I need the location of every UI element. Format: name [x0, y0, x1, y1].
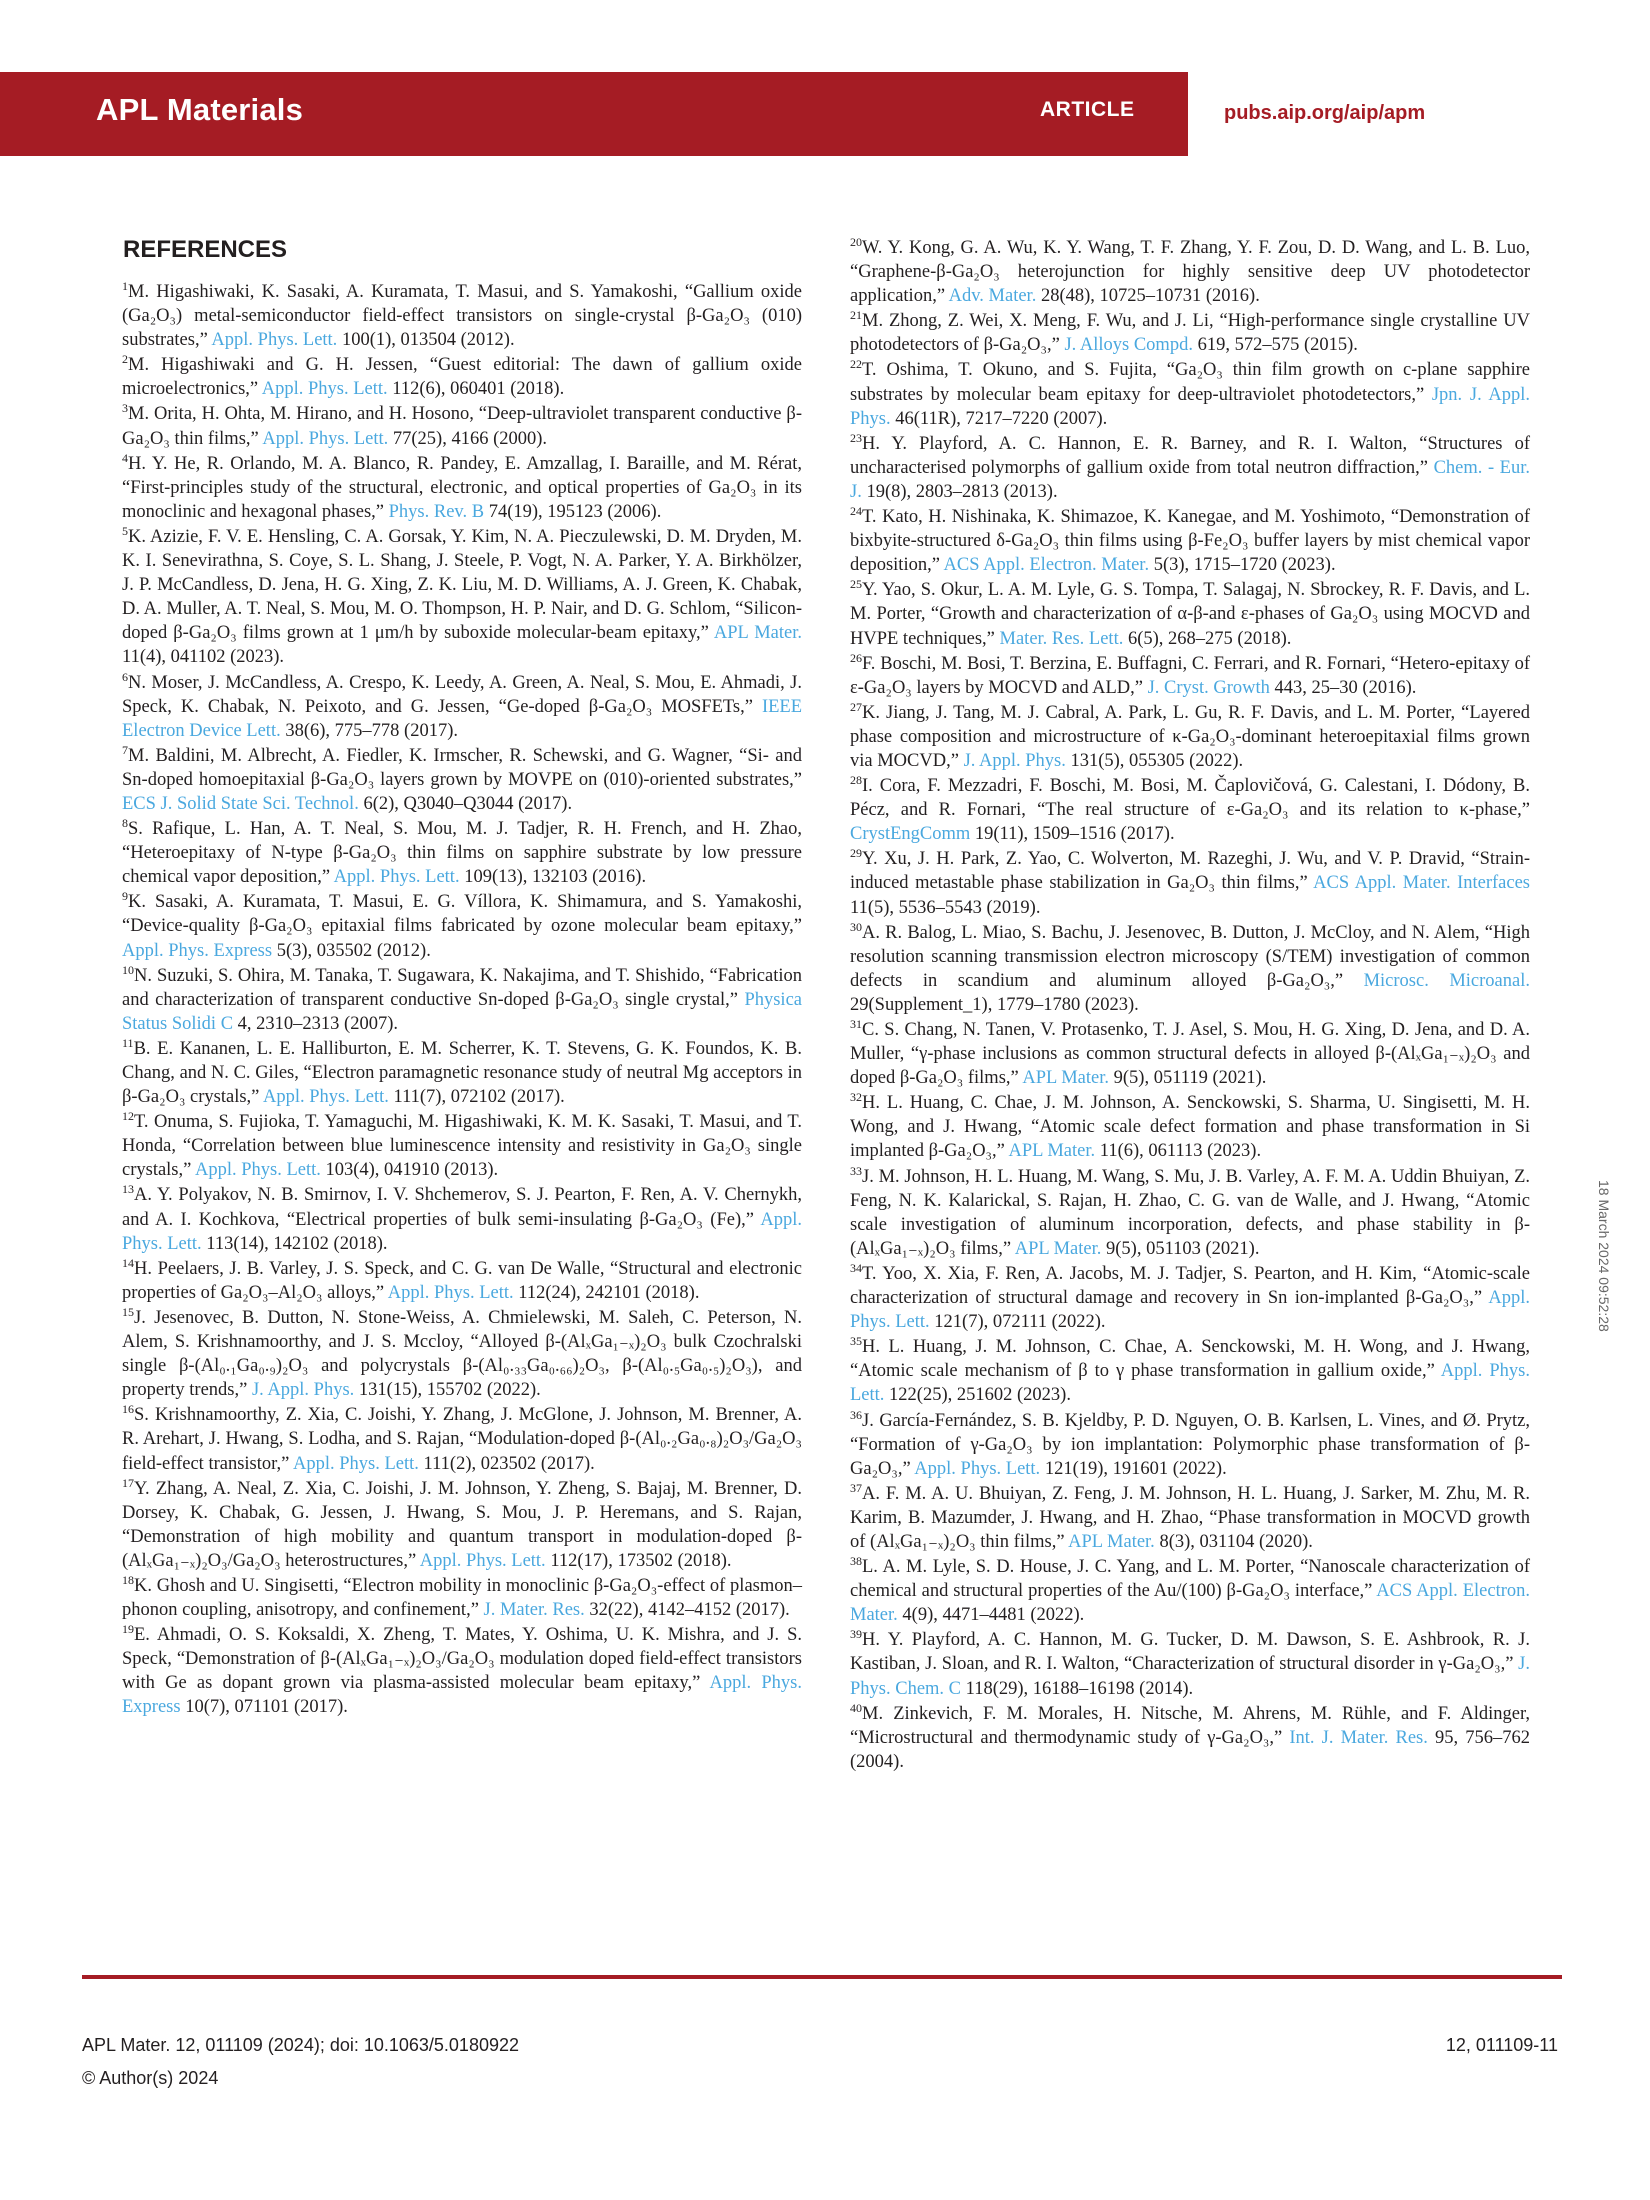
reference-item	[850, 358, 1530, 430]
reference-volume-pages: 111(2), 023502 (2017).	[418, 1453, 595, 1474]
reference-item	[850, 921, 1530, 1017]
reference-journal-link[interactable]: Appl. Phys. Express	[122, 1673, 802, 1718]
reference-number: 20	[850, 234, 862, 249]
reference-number: 10	[122, 962, 134, 977]
reference-volume-pages: 8(3), 031104 (2020).	[1154, 1531, 1313, 1552]
reference-volume-pages: 9(5), 051103 (2021).	[1101, 1238, 1260, 1259]
reference-journal-link[interactable]: APL Mater.	[1022, 1068, 1110, 1089]
reference-number: 3	[122, 401, 128, 416]
reference-item	[122, 1257, 802, 1305]
reference-item	[122, 817, 802, 889]
footer-citation: APL Mater. 12, 011109 (2024); doi: 10.1063/5.0180922	[82, 2035, 520, 2055]
reference-journal-link[interactable]: APL Mater.	[713, 623, 802, 644]
reference-text: E. Ahmadi, O. S. Koksaldi, X. Zheng, T. Mates, Y. Oshima, U. K. Mishra, and J. S. Speck, “Demonstration of β-(AlₓGa₁₋ₓ)₂O₃/Ga₂O₃ modulation doped field-effect transistors with Ge as dopant grown via plasma-assisted molecular beam epitaxy,”	[122, 1625, 802, 1694]
references-left-column	[122, 280, 802, 1721]
reference-text: H. Y. Playford, A. C. Hannon, E. R. Barney, and R. I. Walton, “Structures of uncharacterised polymorphs of gallium oxide from total neutron diffraction,”	[850, 433, 1530, 478]
reference-text: S. Krishnamoorthy, Z. Xia, C. Joishi, Y. Zhang, J. McGlone, J. Johnson, M. Brenner, A. R. Arehart, J. Hwang, S. Lodha, and S. Rajan, “Modulation-doped β-(Al₀.₂Ga₀.₈)₂O₃/Ga₂O₃ field-effect transistor,”	[122, 1405, 802, 1474]
reference-journal-link[interactable]: CrystEngComm	[850, 824, 971, 845]
reference-number: 16	[122, 1402, 134, 1417]
references-right-column	[850, 236, 1530, 1775]
reference-volume-pages: 46(11R), 7217–7220 (2007).	[890, 408, 1108, 429]
reference-item	[122, 1110, 802, 1182]
reference-journal-link[interactable]: Appl. Phys. Lett.	[211, 330, 338, 351]
reference-journal-link[interactable]: Adv. Mater.	[948, 286, 1037, 307]
reference-text: M. Zinkevich, F. M. Morales, H. Nitsche, M. Ahrens, M. Rühle, and F. Aldinger, “Microstructural and thermodynamic study of γ-Ga₂O₃,”	[850, 1703, 1530, 1748]
reference-number: 26	[850, 650, 862, 665]
reference-text: Y. Zhang, A. Neal, Z. Xia, C. Joishi, J. M. Johnson, Y. Zheng, S. Bajaj, M. Brenner, D. Dorsey, K. Chabak, G. Jessen, J. Hwang, S. Mou, J. P. Heremans, and S. Rajan, “Demonstration of high mobility and quantum transport in modulation-doped β-(AlₓGa₁₋ₓ)₂O₃/Ga₂O₃ heterostructures,”	[122, 1478, 802, 1571]
journal-url-box[interactable]	[1180, 72, 1650, 156]
reference-volume-pages: 5(3), 035502 (2012).	[272, 940, 431, 961]
reference-journal-link[interactable]: Appl. Phys. Lett.	[333, 867, 460, 888]
reference-text: A. R. Balog, L. Miao, S. Bachu, J. Jesenovec, B. Dutton, J. McCloy, and N. Alem, “High resolution scanning transmission electron microscopy (S/TEM) investigation of common defects in scandium and aluminum alloyed β-Ga₂O₃,”	[850, 922, 1530, 991]
reference-journal-link[interactable]: J. Alloys Compd.	[1064, 335, 1193, 356]
reference-volume-pages: 109(13), 132103 (2016).	[459, 867, 647, 888]
reference-number: 14	[122, 1255, 134, 1270]
reference-number: 15	[122, 1304, 134, 1319]
reference-item	[122, 1037, 802, 1109]
reference-text: A. F. M. A. U. Bhuiyan, Z. Feng, J. M. Johnson, H. L. Huang, J. Sarker, M. Zhu, M. R. Karim, B. Mazumder, J. Hwang, and H. Zhao, “Phase transformation in MOCVD growth of (AlₓGa₁₋ₓ)₂O₃ thin films,”	[850, 1483, 1530, 1552]
reference-item	[850, 1165, 1530, 1261]
reference-journal-link[interactable]: Appl. Phys. Lett.	[194, 1160, 321, 1181]
reference-journal-link[interactable]: Microsc. Microanal.	[1363, 970, 1530, 991]
reference-text: M. Baldini, M. Albrecht, A. Fiedler, K. Irmscher, R. Schewski, and G. Wagner, “Si- and Sn-doped homoepitaxial β-Ga₂O₃ layers grown by MOVPE on (010)-oriented substrates,”	[122, 745, 802, 790]
reference-volume-pages: 112(6), 060401 (2018).	[387, 379, 565, 400]
reference-journal-link[interactable]: Appl. Phys. Express	[122, 940, 273, 961]
reference-item	[850, 578, 1530, 650]
reference-volume-pages: 38(6), 775–778 (2017).	[280, 720, 458, 741]
reference-text: I. Cora, F. Mezzadri, F. Boschi, M. Bosi, M. Čaplovičová, G. Calestani, I. Dódony, B. Pécz, and R. Fornari, “The real structure of ε-Ga₂O₃ and its relation to κ-phase,”	[850, 776, 1530, 821]
reference-volume-pages: 32(22), 4142–4152 (2017).	[584, 1600, 790, 1621]
reference-item	[850, 236, 1530, 308]
reference-text: F. Boschi, M. Bosi, T. Berzina, E. Buffagni, C. Ferrari, and R. Fornari, “Hetero-epitaxy of ε-Ga₂O₃ layers by MOCVD and ALD,”	[850, 653, 1530, 698]
reference-text: H. Y. He, R. Orlando, M. A. Blanco, R. Pandey, E. Amzallag, I. Baraille, and M. Rérat, “First-principles study of the structural, electronic, and optical properties of Ga₂O₃ in its monoclinic and hexagonal phases,”	[122, 453, 802, 522]
reference-number: 22	[850, 357, 862, 372]
reference-number: 21	[850, 308, 862, 323]
reference-volume-pages: 103(4), 041910 (2013).	[320, 1160, 499, 1181]
reference-number: 8	[122, 815, 128, 830]
reference-item	[850, 1555, 1530, 1627]
reference-volume-pages: 9(5), 051119 (2021).	[1109, 1068, 1267, 1089]
reference-volume-pages: 4(9), 4471–4481 (2022).	[897, 1605, 1085, 1626]
reference-journal-link[interactable]: J. Phys. Chem. C	[850, 1654, 1530, 1699]
reference-volume-pages: 121(7), 072111 (2022).	[929, 1312, 1106, 1333]
reference-text: H. L. Huang, J. M. Johnson, C. Chae, A. Senckowski, M. H. Wong, and J. Hwang, “Atomic scale mechanism of β to γ phase transformation in gallium oxide,”	[850, 1337, 1530, 1382]
download-date-stamp: 18 March 2024 09:52:28	[1596, 1180, 1612, 1332]
reference-volume-pages: 111(7), 072102 (2017).	[388, 1087, 565, 1108]
reference-number: 11	[122, 1035, 134, 1050]
reference-volume-pages: 19(8), 2803–2813 (2013).	[861, 481, 1058, 502]
reference-volume-pages: 121(19), 191601 (2022).	[1040, 1458, 1227, 1479]
journal-title: APL Materials	[96, 92, 304, 127]
reference-journal-link[interactable]: Int. J. Mater. Res.	[1289, 1727, 1428, 1748]
reference-number: 35	[850, 1334, 862, 1349]
reference-number: 28	[850, 772, 862, 787]
reference-text: K. Sasaki, A. Kuramata, T. Masui, E. G. Víllora, K. Shimamura, and S. Yamakoshi, “Device-quality β-Ga₂O₃ epitaxial films fabricated by ozone molecular beam epitaxy,”	[122, 892, 802, 937]
reference-volume-pages: 11(6), 061113 (2023).	[1095, 1141, 1262, 1162]
reference-journal-link[interactable]: Appl. Phys. Lett.	[262, 428, 389, 449]
reference-number: 37	[850, 1480, 862, 1495]
reference-item	[122, 1183, 802, 1255]
reference-journal-link[interactable]: APL Mater.	[1014, 1238, 1102, 1259]
reference-volume-pages: 10(7), 071101 (2017).	[180, 1697, 348, 1718]
reference-item	[122, 280, 802, 352]
reference-item	[122, 353, 802, 401]
reference-journal-link[interactable]: J. Cryst. Growth	[1147, 677, 1270, 698]
reference-journal-link[interactable]: Appl. Phys. Lett.	[262, 1087, 389, 1108]
reference-volume-pages: 113(14), 142102 (2018).	[201, 1233, 388, 1254]
reference-text: K. Jiang, J. Tang, M. J. Cabral, A. Park, L. Gu, R. F. Davis, and L. M. Porter, “Layered phase composition and microstructure of κ-Ga₂O₃-dominant heteroepitaxial films grown via MOCVD,”	[850, 702, 1530, 771]
reference-number: 36	[850, 1407, 862, 1422]
reference-journal-link[interactable]: APL Mater.	[1068, 1531, 1155, 1552]
reference-text: J. García-Fernández, S. B. Kjeldby, P. D. Nguyen, O. B. Karlsen, L. Vines, and Ø. Prytz, “Formation of γ-Ga₂O₃ by ion implantation: Polymorphic phase transformation of β-Ga₂O₃,”	[850, 1410, 1530, 1479]
reference-volume-pages: 112(24), 242101 (2018).	[513, 1282, 700, 1303]
reference-text: T. Oshima, T. Okuno, and S. Fujita, “Ga₂O₃ thin film growth on c-plane sapphire substrates by molecular beam epitaxy for deep-ultraviolet photodetectors,”	[850, 360, 1530, 405]
reference-text: K. Azizie, F. V. E. Hensling, C. A. Gorsak, Y. Kim, N. A. Pieczulewski, D. M. Dryden, M. K. I. Senevirathna, S. Coye, S. L. Shang, J. Steele, P. Vogt, N. A. Parker, Y. A. Birkhölzer, J. P. McCandless, D. Jena, H. G. Xing, Z. K. Liu, M. D. Williams, A. J. Green, K. Chabak, D. A. Muller, A. T. Neal, S. Mou, M. O. Thompson, H. P. Nair, and D. G. Schlom, “Silicon-doped β-Ga₂O₃ films grown at 1 μm/h by suboxide molecular-beam epitaxy,”	[122, 526, 802, 644]
reference-journal-link[interactable]: J. Appl. Phys.	[963, 750, 1066, 771]
reference-number: 31	[850, 1016, 862, 1031]
reference-journal-link[interactable]: Phys. Rev. B	[388, 501, 485, 522]
reference-number: 23	[850, 430, 862, 445]
reference-journal-link[interactable]: Jpn. J. Appl. Phys.	[850, 384, 1530, 429]
reference-text: M. Higashiwaki and G. H. Jessen, “Guest editorial: The dawn of gallium oxide microelectronics,”	[122, 355, 802, 400]
reference-number: 13	[122, 1182, 134, 1197]
reference-text: J. Jesenovec, B. Dutton, N. Stone-Weiss, A. Chmielewski, M. Saleh, C. Peterson, N. Alem, S. Krishnamoorthy, and J. S. Mccloy, “Alloyed β-(AlₓGa₁₋ₓ)₂O₃ bulk Czochralski single β-(Al₀.₁Ga₀.₉)₂O₃ and polycrystals β-(Al₀.₃₃Ga₀.₆₆)₂O₃, β-(Al₀.₅Ga₀.₅)₂O₃), and property trends,”	[122, 1307, 802, 1401]
reference-journal-link[interactable]: IEEE Electron Device Lett.	[122, 696, 802, 741]
reference-text: M. Orita, H. Ohta, M. Hirano, and H. Hosono, “Deep-ultraviolet transparent conductive β-Ga₂O₃ thin films,”	[122, 404, 802, 449]
reference-text: J. M. Johnson, H. L. Huang, M. Wang, S. Mu, J. B. Varley, A. F. M. A. Uddin Bhuiyan, Z. Feng, N. K. Kalarickal, S. Rajan, H. Zhao, C. G. van de Walle, and J. Hwang, “Atomic scale investigation of aluminum incorporation, defects, and phase stability in β-(AlₓGa₁₋ₓ)₂O₃ films,”	[850, 1166, 1530, 1259]
reference-text: M. Zhong, Z. Wei, X. Meng, F. Wu, and J. Li, “High-performance single crystalline UV photodetectors of β-Ga₂O₃,”	[850, 311, 1530, 356]
reference-volume-pages: 95, 756–762 (2004).	[850, 1727, 1531, 1772]
reference-journal-link[interactable]: ECS J. Solid State Sci. Technol.	[122, 793, 359, 814]
reference-item	[850, 1482, 1530, 1554]
reference-item	[850, 1702, 1530, 1774]
reference-volume-pages: 74(19), 195123 (2006).	[484, 501, 662, 522]
reference-number: 33	[850, 1163, 862, 1178]
reference-number: 32	[850, 1090, 862, 1105]
reference-item	[850, 701, 1530, 773]
reference-text: Y. Yao, S. Okur, L. A. M. Lyle, G. S. Tompa, T. Salagaj, N. Sbrockey, R. F. Davis, and L. M. Porter, “Growth and characterization of α-β-and ε-phases of Ga₂O₃ using MOCVD and HVPE techniques,”	[850, 580, 1530, 649]
reference-text: L. A. M. Lyle, S. D. House, J. C. Yang, and L. M. Porter, “Nanoscale characterization of chemical and structural properties of the Au/(100) β-Ga₂O₃ interface,”	[850, 1557, 1530, 1602]
reference-text: T. Kato, H. Nishinaka, K. Shimazoe, K. Kanegae, and M. Yoshimoto, “Demonstration of bixbyite-structured δ-Ga₂O₃ thin films using β-Fe₂O₃ buffer layers by mist chemical vapor deposition,”	[850, 507, 1530, 576]
reference-item	[122, 452, 802, 524]
reference-item	[850, 1409, 1530, 1481]
footer-page-number: 12, 011109-11	[1445, 2035, 1558, 2055]
reference-item	[122, 1403, 802, 1475]
reference-journal-link[interactable]: Appl. Phys. Lett.	[261, 379, 388, 400]
reference-journal-link[interactable]: APL Mater.	[1008, 1141, 1096, 1162]
reference-journal-link[interactable]: Appl. Phys. Lett.	[914, 1458, 1041, 1479]
reference-journal-link[interactable]: ACS Appl. Electron. Mater.	[943, 555, 1150, 576]
reference-volume-pages: 11(5), 5536–5543 (2019).	[850, 897, 1041, 918]
reference-number: 38	[850, 1553, 862, 1568]
reference-journal-link[interactable]: Mater. Res. Lett.	[999, 628, 1124, 649]
reference-number: 2	[122, 352, 128, 367]
reference-number: 29	[850, 846, 862, 861]
reference-item	[122, 1477, 802, 1573]
reference-volume-pages: 443, 25–30 (2016).	[1269, 677, 1417, 698]
journal-banner	[0, 72, 1650, 156]
reference-item	[850, 432, 1530, 504]
reference-item	[850, 652, 1530, 700]
reference-volume-pages: 100(1), 013504 (2012).	[337, 330, 515, 351]
reference-journal-link[interactable]: Appl. Phys. Lett.	[419, 1550, 546, 1571]
reference-number: 12	[122, 1109, 134, 1124]
reference-text: N. Suzuki, S. Ohira, M. Tanaka, T. Sugawara, K. Nakajima, and T. Shishido, “Fabrication and characterization of transparent conductive Sn-doped β-Ga₂O₃ single crystal,”	[122, 965, 802, 1010]
reference-item	[850, 1018, 1530, 1090]
reference-item	[122, 671, 802, 743]
reference-volume-pages: 29(Supplement_1), 1779–1780 (2023).	[850, 994, 1139, 1015]
reference-item	[850, 505, 1530, 577]
reference-number: 18	[122, 1572, 134, 1587]
reference-item	[850, 309, 1530, 357]
reference-number: 25	[850, 577, 862, 592]
reference-text: S. Rafique, L. Han, A. T. Neal, S. Mou, M. J. Tadjer, R. H. French, and H. Zhao, “Heteroepitaxy of N-type β-Ga₂O₃ thin films on sapphire substrate by low pressure chemical vapor deposition,”	[122, 819, 802, 888]
reference-number: 34	[850, 1260, 862, 1275]
reference-item	[122, 1574, 802, 1622]
reference-journal-link[interactable]: Appl. Phys. Lett.	[850, 1361, 1530, 1406]
reference-item	[122, 964, 802, 1036]
journal-url[interactable]: pubs.aip.org/aip/apm	[1224, 102, 1426, 124]
reference-volume-pages: 6(5), 268–275 (2018).	[1123, 628, 1292, 649]
reference-journal-link[interactable]: ACS Appl. Mater. Interfaces	[1313, 873, 1530, 894]
reference-volume-pages: 4, 2310–2313 (2007).	[233, 1013, 398, 1034]
reference-volume-pages: 118(29), 16188–16198 (2014).	[961, 1678, 1194, 1699]
reference-item	[850, 1091, 1530, 1163]
reference-volume-pages: 131(5), 055305 (2022).	[1065, 750, 1244, 771]
reference-number: 5	[122, 523, 128, 538]
reference-journal-link[interactable]: Appl. Phys. Lett.	[122, 1209, 802, 1254]
reference-text: B. E. Kananen, L. E. Halliburton, E. M. Scherrer, K. T. Stevens, G. K. Foundos, K. B. Chang, and N. C. Giles, “Electron paramagnetic resonance study of neutral Mg acceptors in β-Ga₂O₃ crystals,”	[122, 1038, 802, 1108]
article-type-label: ARTICLE	[1040, 98, 1135, 121]
reference-volume-pages: 28(48), 10725–10731 (2016).	[1036, 286, 1260, 307]
reference-text: N. Moser, J. McCandless, A. Crespo, K. Leedy, A. Green, A. Neal, S. Mou, E. Ahmadi, J. Speck, K. Chabak, N. Peixoto, and G. Jessen, “Ge-doped β-Ga₂O₃ MOSFETs,”	[122, 672, 802, 717]
reference-volume-pages: 619, 572–575 (2015).	[1192, 335, 1358, 356]
references-heading: REFERENCES	[123, 236, 288, 263]
reference-item	[122, 1306, 802, 1402]
footer-rule	[82, 1975, 1562, 1979]
reference-journal-link[interactable]: Appl. Phys. Lett.	[850, 1288, 1530, 1333]
reference-text: C. S. Chang, N. Tanen, V. Protasenko, T. J. Asel, S. Mou, H. G. Xing, D. Jena, and D. A. Muller, “γ-phase inclusions as common structural defects in alloyed β-(AlₓGa₁₋ₓ)₂O₃ and doped β-Ga₂O₃ films,”	[850, 1020, 1530, 1089]
reference-number: 9	[122, 889, 128, 904]
reference-number: 1	[122, 278, 128, 293]
reference-text: H. Peelaers, J. B. Varley, J. S. Speck, and C. G. van De Walle, “Structural and electronic properties of Ga₂O₃–Al₂O₃ alloys,”	[122, 1258, 802, 1303]
reference-item	[122, 525, 802, 670]
reference-item	[122, 890, 802, 962]
reference-volume-pages: 6(2), Q3040–Q3044 (2017).	[358, 793, 573, 814]
footer-copyright: © Author(s) 2024	[82, 2068, 219, 2088]
reference-number: 30	[850, 919, 862, 934]
reference-journal-link[interactable]: Appl. Phys. Lett.	[387, 1282, 514, 1303]
reference-text: H. L. Huang, C. Chae, J. M. Johnson, A. Senckowski, S. Sharma, U. Singisetti, M. H. Wong, and J. Hwang, “Atomic scale defect formation and phase transformation in Si implanted β-Ga₂O₃,”	[850, 1093, 1530, 1162]
reference-item	[122, 744, 802, 816]
reference-text: K. Ghosh and U. Singisetti, “Electron mobility in monoclinic β-Ga₂O₃-effect of plasmon–phonon coupling, anisotropy, and confinement,”	[122, 1575, 802, 1621]
reference-number: 19	[122, 1622, 134, 1636]
reference-number: 17	[122, 1475, 134, 1490]
reference-item	[850, 774, 1530, 846]
reference-number: 27	[850, 699, 862, 714]
reference-item	[850, 1335, 1530, 1407]
reference-item	[122, 402, 802, 450]
reference-journal-link[interactable]: ACS Appl. Electron. Mater.	[850, 1581, 1530, 1626]
reference-volume-pages: 112(17), 173502 (2018).	[545, 1550, 732, 1571]
reference-text: M. Higashiwaki, K. Sasaki, A. Kuramata, T. Masui, and S. Yamakoshi, “Gallium oxide (Ga₂O₃) metal-semiconductor field-effect transistors on single-crystal β-Ga₂O₃ (010) substrates,”	[122, 282, 802, 351]
reference-volume-pages: 19(11), 1509–1516 (2017).	[970, 824, 1175, 845]
reference-item	[850, 1628, 1530, 1700]
reference-volume-pages: 11(4), 041102 (2023).	[122, 647, 285, 668]
reference-text: Y. Xu, J. H. Park, Z. Yao, C. Wolverton, M. Razeghi, J. Wu, and V. P. Dravid, “Strain-induced metastable phase stabilization in Ga₂O₃ thin films,”	[850, 849, 1530, 894]
reference-number: 40	[850, 1700, 862, 1715]
reference-journal-link[interactable]: J. Appl. Phys.	[251, 1380, 355, 1401]
reference-volume-pages: 5(3), 1715–1720 (2023).	[1149, 555, 1336, 576]
reference-text: H. Y. Playford, A. C. Hannon, M. G. Tucker, D. M. Dawson, S. E. Ashbrook, R. J. Kastiban, J. Sloan, and R. I. Walton, “Characterization of structural disorder in γ-Ga₂O₃,”	[850, 1630, 1530, 1675]
reference-journal-link[interactable]: J. Mater. Res.	[483, 1600, 585, 1621]
reference-text: A. Y. Polyakov, N. B. Smirnov, I. V. Shchemerov, S. J. Pearton, F. Ren, A. V. Chernykh, and A. I. Kochkova, “Electrical properties of bulk semi-insulating β-Ga₂O₃ (Fe),”	[122, 1185, 802, 1230]
reference-number: 24	[850, 503, 862, 518]
reference-journal-link[interactable]: Appl. Phys. Lett.	[293, 1453, 419, 1474]
reference-journal-link[interactable]: Physica Status Solidi C	[122, 989, 802, 1034]
reference-item	[850, 847, 1530, 919]
reference-number: 7	[122, 742, 128, 757]
reference-volume-pages: 122(25), 251602 (2023).	[884, 1385, 1071, 1406]
reference-number: 39	[850, 1627, 862, 1642]
reference-text: T. Yoo, X. Xia, F. Ren, A. Jacobs, M. J. Tadjer, S. Pearton, and H. Kim, “Atomic-scale characterization of structural damage and recovery in Sn ion-implanted β-Ga₂O₃,”	[850, 1263, 1530, 1309]
reference-text: T. Onuma, S. Fujioka, T. Yamaguchi, M. Higashiwaki, K. M. K. Sasaki, T. Masui, and T. Honda, “Correlation between blue luminescence intensity and resistivity in Ga₂O₃ single crystals,”	[122, 1112, 802, 1181]
reference-item	[122, 1623, 802, 1719]
reference-volume-pages: 131(15), 155702 (2022).	[354, 1380, 541, 1401]
reference-text: W. Y. Kong, G. A. Wu, K. Y. Wang, T. F. Zhang, Y. F. Zou, D. D. Wang, and L. B. Luo, “Graphene-β-Ga₂O₃ heterojunction for highly sensitive deep UV photodetector application,”	[850, 238, 1530, 307]
reference-volume-pages: 77(25), 4166 (2000).	[388, 428, 548, 449]
reference-item	[850, 1262, 1530, 1334]
reference-number: 4	[122, 450, 128, 465]
reference-number: 6	[122, 669, 128, 684]
reference-journal-link[interactable]: Chem. - Eur. J.	[850, 457, 1530, 502]
